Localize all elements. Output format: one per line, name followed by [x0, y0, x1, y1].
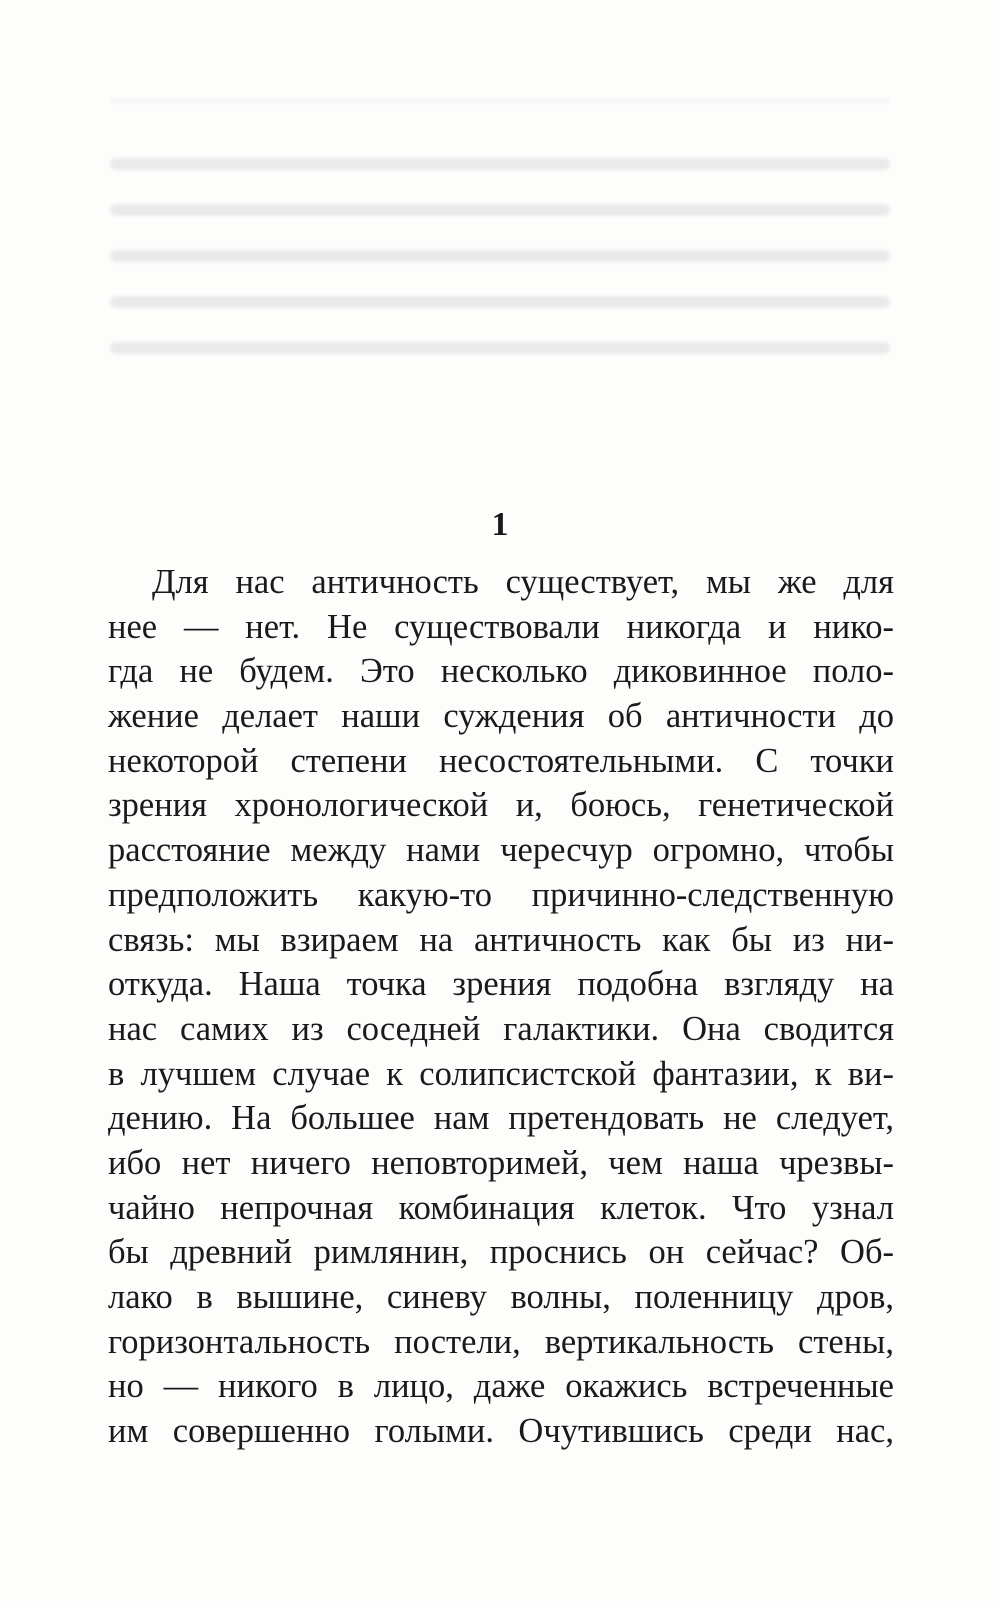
text-line: некоторой степени несостоятельными. С точки — [108, 741, 894, 780]
show-through-line — [110, 296, 890, 308]
show-through-line — [110, 342, 890, 354]
text-line: горизонтальность постели, вертикальность стены, — [108, 1322, 894, 1361]
chapter-paragraph — [108, 560, 894, 1454]
text-line: нас самих из соседней галактики. Она сводится — [108, 1009, 894, 1048]
text-line: дению. На большее нам претендовать не следует, — [108, 1099, 894, 1138]
chapter-number: 1 — [491, 506, 509, 543]
text-line: им совершенно голыми. Очутившись среди нас, — [108, 1412, 894, 1451]
show-through-rule — [110, 100, 890, 102]
text-line: связь: мы взираем на античность как бы из ни- — [108, 920, 894, 959]
text-line: бы древний римлянин, проснись он сейчас? Об- — [108, 1233, 894, 1272]
text-line: предположить какую-то причинно-следственную — [108, 875, 894, 914]
text-line: расстояние между нами чересчур огромно, чтобы — [108, 831, 894, 870]
text-line: нее — нет. Не существовали никогда и нико- — [108, 607, 894, 646]
show-through-line — [110, 204, 890, 216]
text-line: но — никого в лицо, даже окажись встреченные — [108, 1367, 894, 1406]
text-line: жение делает наши суждения об античности до — [108, 697, 894, 736]
text-line: зрения хронологической и, боюсь, генетической — [108, 786, 894, 825]
text-line: в лучшем случае к солипсистской фантазии, к ви- — [108, 1054, 894, 1093]
text-line: откуда. Наша точка зрения подобна взгляду на — [108, 965, 894, 1004]
text-line: Для нас античность существует, мы же для — [152, 563, 894, 601]
text-line: лако в вышине, синеву волны, поленницу дров, — [108, 1278, 894, 1316]
text-line: чайно непрочная комбинация клеток. Что узнал — [108, 1188, 894, 1227]
text-line: гда не будем. Это несколько диковинное поло- — [108, 652, 894, 691]
show-through-text — [110, 90, 890, 410]
show-through-line — [110, 250, 890, 262]
show-through-line — [110, 158, 890, 170]
text-line: ибо нет ничего неповторимей, чем наша чрезвы- — [108, 1143, 894, 1182]
